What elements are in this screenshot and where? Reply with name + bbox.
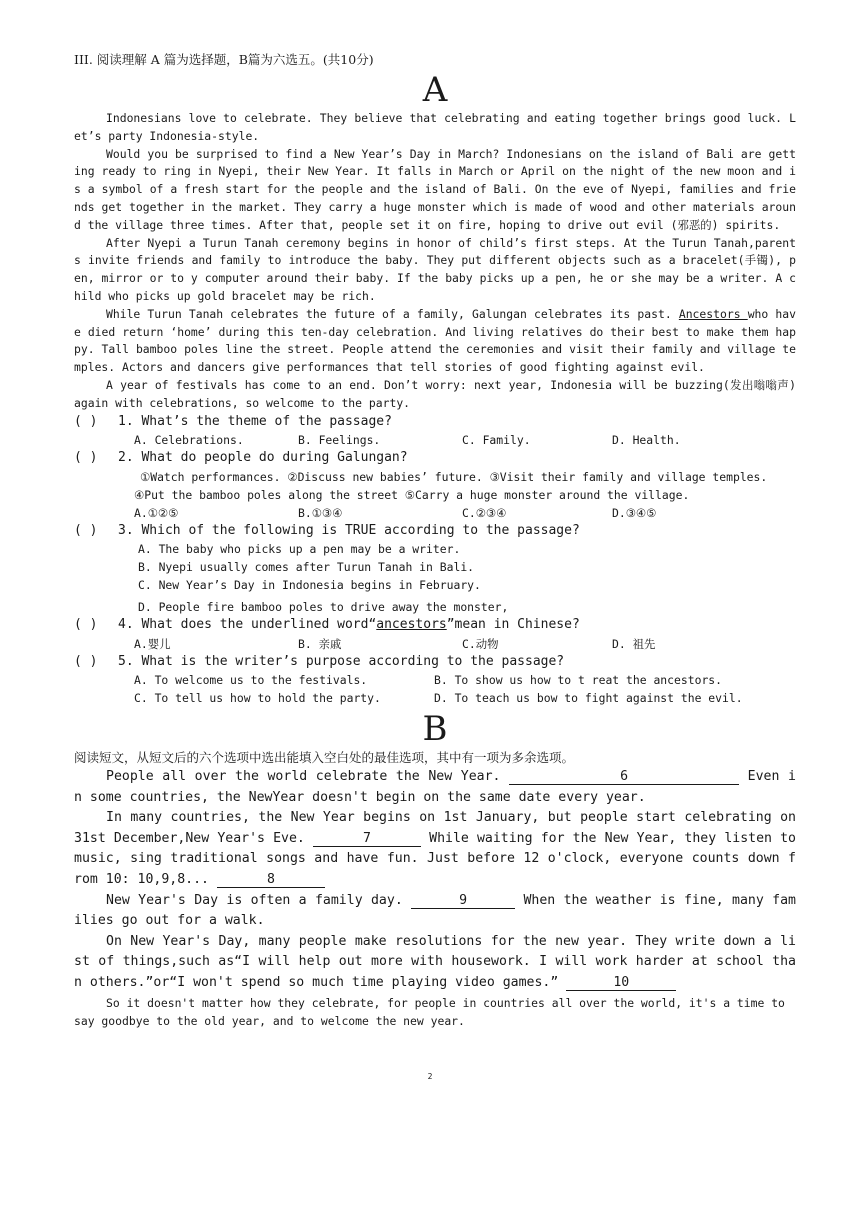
option-d: D. Health.: [612, 433, 681, 448]
section-heading: III. 阅读理解 A 篇为选择题，B篇为六选五。(共10分): [74, 52, 374, 67]
passage-b-title: B: [422, 709, 448, 750]
option-b: B. Nyepi usually comes after Turun Tanah in Bali.: [138, 560, 475, 575]
option-a: A. The baby who picks up a pen may be a writer.: [138, 542, 461, 557]
option-a: A. To welcome us to the festivals.: [134, 673, 368, 688]
blank-6[interactable]: 6: [509, 770, 739, 785]
paragraph-text: On New Year's Day, many people make resolutions for the new year. They write down a list of things,such as“I will help out more with housework. I will work harder at school than others.”or“I won't spend so much time playing video games.”: [74, 933, 796, 990]
option-b: B. 亲戚: [298, 636, 342, 651]
passage-b-paragraph-1: [74, 767, 796, 808]
question-text-before: 4. What does the underlined word“: [118, 617, 377, 633]
question-4: [74, 616, 796, 635]
question-text: 3. Which of the following is TRUE according to the passage?: [118, 522, 580, 538]
answer-blank[interactable]: ( ): [74, 413, 98, 429]
passage-a-paragraph: Indonesians love to celebrate. They believe that celebrating and eating together brings good luck. Let’s party Indonesia-style.: [74, 111, 796, 143]
passage-a-paragraph: After Nyepi a Turun Tanah ceremony begins in honor of child’s first steps. At the Turun Tanah,parents invite friends and family to introduce the baby. They put different objects such as a bracelet(手镯), pen, mirror or to y computer around their baby. If the baby picks up a pen, he or she may be a writer. A child who picks up gold bracelet may be rich.: [74, 235, 796, 303]
question-5: [74, 653, 796, 672]
option-c: C.②③④: [462, 505, 507, 520]
question-3: [74, 522, 796, 541]
option-d: D. People fire bamboo poles to drive away the monster,: [138, 600, 509, 615]
question-text: 5. What is the writer’s purpose according to the passage?: [118, 653, 565, 669]
question-1-options: [74, 431, 796, 449]
option-c: C. To tell us how to hold the party.: [134, 691, 381, 706]
answer-blank[interactable]: ( ): [74, 450, 98, 466]
option-c: C. New Year’s Day in Indonesia begins in February.: [138, 578, 481, 593]
option-b: B. Feelings.: [298, 433, 381, 448]
question-text: [118, 616, 580, 635]
page-number: 2: [427, 1072, 433, 1081]
question-3-options: [74, 540, 796, 616]
answer-blank[interactable]: ( ): [74, 617, 98, 633]
option-b: B. To show us how to t reat the ancestors.: [434, 673, 723, 688]
answer-blank[interactable]: ( ): [74, 653, 98, 669]
option-d: D.③④⑤: [612, 505, 657, 520]
passage-b-paragraph-2: [74, 808, 796, 890]
question-4-options: [74, 635, 796, 653]
blank-10[interactable]: 10: [566, 976, 676, 991]
worksheet-page: [74, 48, 796, 1030]
option-a: A.①②⑤: [134, 505, 179, 520]
galungan-text-after: who have died return ‘home’ during this ten-day celebration. And living relatives do their best to make them happy. Tall bamboo poles line the street. People attend the ceremonies and visit their family and village temples. Actors and dancers give performances that tell stories of good fighting against evil.: [74, 306, 796, 375]
paragraph-text: People all over the world celebrate the New Year.: [106, 769, 510, 785]
blank-9[interactable]: 9: [411, 894, 515, 909]
underlined-word: ancestors: [376, 617, 447, 633]
question-2-choices-2: ④Put the bamboo poles along the street ⑤Carry a huge monster around the village.: [134, 487, 690, 502]
question-5-options: [74, 671, 796, 707]
question-text: 2. What do people do during Galungan?: [118, 450, 408, 466]
passage-b-conclusion: So it doesn't matter how they celebrate, for people in countries all over the world, it's a time to say goodbye to the old year, and to welcome the new year.: [74, 995, 785, 1028]
passage-b-paragraph-4: [74, 932, 796, 994]
passage-b-paragraph-3: [74, 891, 796, 932]
option-a: A. Celebrations.: [134, 433, 244, 448]
paragraph-text: New Year's Day is often a family day.: [106, 892, 412, 908]
passage-b-instructions: 阅读短文，从短文后的六个选项中选出能填入空白处的最佳选项，其中有一项为多余选项。: [74, 750, 575, 766]
paragraph-text: In many countries, the New Year begins on 1st January, but people start celebrating on 31st December,New Year's Eve.: [74, 810, 796, 846]
option-c: C.动物: [462, 636, 499, 651]
question-text: 1. What’s the theme of the passage?: [118, 413, 392, 429]
question-2: [74, 449, 796, 468]
question-1: [74, 413, 796, 432]
question-text-after: ”mean in Chinese?: [446, 617, 580, 633]
answer-blank[interactable]: ( ): [74, 522, 98, 538]
paragraph-text: Even in some countries, the NewYear doesn't begin on the same date every year.: [74, 769, 796, 805]
question-2-options: [74, 504, 796, 522]
passage-a-title: A: [422, 70, 448, 110]
passage-a-paragraph: A year of festivals has come to an end. Don’t worry: next year, Indonesia will be buzzing(发出嗡嗡声) again with celebrations, so welcome to the party.: [74, 377, 796, 410]
paragraph-text: While waiting for the New Year, they listen to music, sing traditional songs and have fun. Just before 12 o'clock, everyone counts down from 10: 10,9,8...: [74, 830, 796, 888]
paragraph-text: When the weather is fine, many families go out for a walk.: [74, 892, 796, 929]
passage-a-paragraph-galungan: [74, 306, 796, 377]
option-d: D. 祖先: [612, 636, 656, 651]
passage-a-paragraph: Would you be surprised to find a New Year’s Day in March? Indonesians on the island of Bali are getting ready to ring in Nyepi, their New Year. It falls in March or April on the night of the new moon and is a symbol of a fresh start for the people and the island of Bali. On the eve of Nyepi, families and friends get together in the market. They carry a huge monster which is made of wood and other materials around the village three times. After that, people set it on fire, hoping to drive out evil (邪恶的) spirits.: [74, 146, 796, 232]
question-2-choices-1: ①Watch performances. ②Discuss new babies’ future. ③Visit their family and village temples.: [140, 469, 768, 484]
option-a: A.婴儿: [134, 636, 171, 651]
blank-8[interactable]: 8: [217, 873, 325, 888]
option-b: B.①③④: [298, 505, 343, 520]
option-c: C. Family.: [462, 433, 531, 448]
underlined-ancestors: Ancestors: [678, 306, 748, 321]
blank-7[interactable]: 7: [313, 832, 421, 847]
option-d: D. To teach us bow to fight against the evil.: [434, 691, 743, 706]
galungan-text-before: While Turun Tanah celebrates the future of a family, Galungan celebrates its past.: [106, 306, 679, 321]
